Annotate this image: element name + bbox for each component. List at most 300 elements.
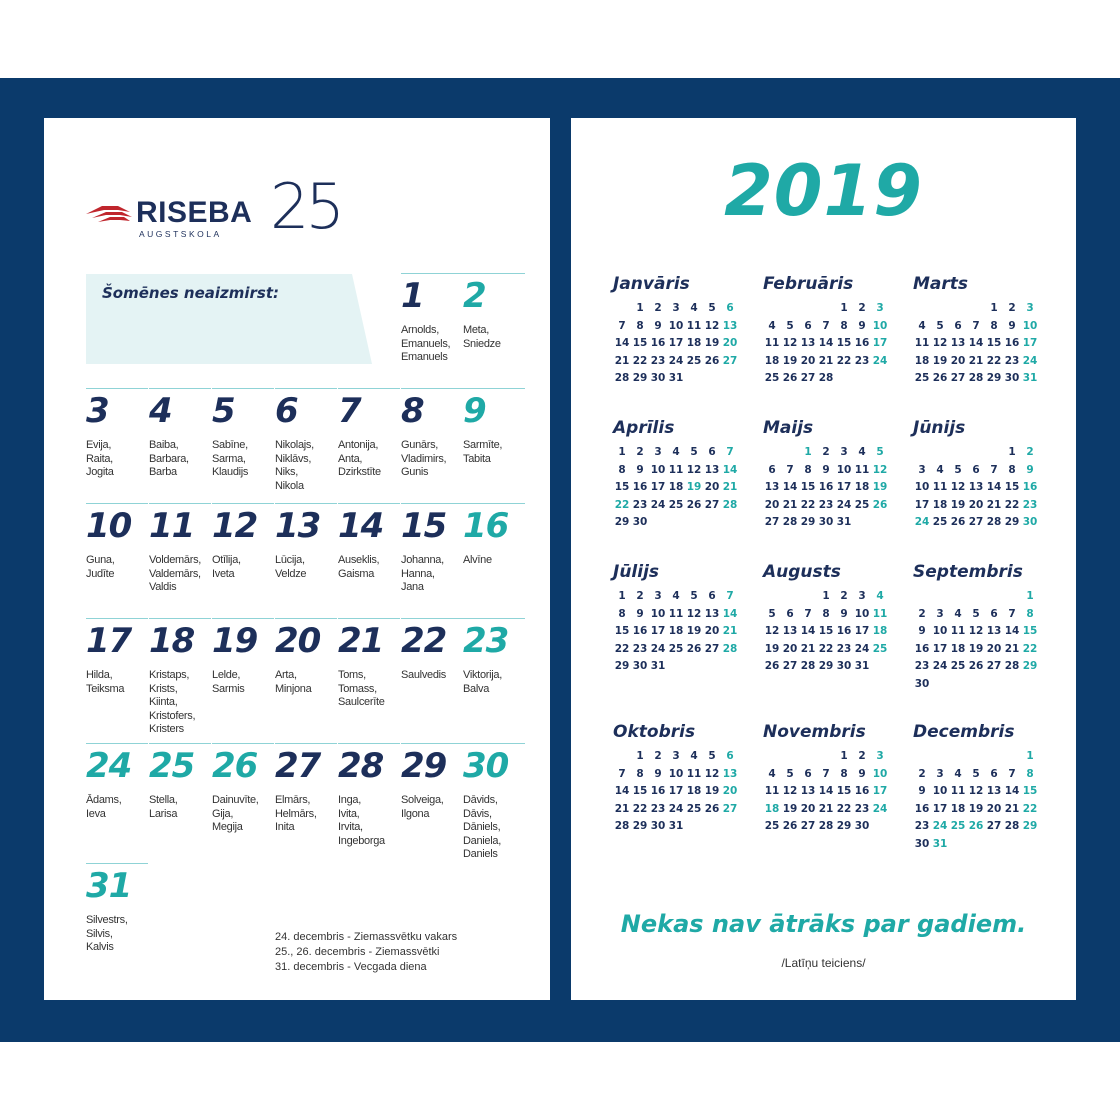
day-number: 1: [401, 276, 424, 316]
calendar-day: 18: [764, 354, 780, 367]
calendar-day: 15: [1022, 785, 1038, 797]
calendar-day: 30: [854, 820, 870, 832]
calendar-day: 18: [854, 481, 870, 493]
calendar-day: 13: [704, 607, 720, 620]
calendar-day: 6: [726, 302, 734, 314]
calendar-day: 13: [764, 481, 780, 493]
calendar-day: 1: [1026, 750, 1034, 762]
month-name: Jūnijs: [913, 418, 966, 438]
empty-cell: [817, 748, 835, 766]
calendar-day: 20: [800, 802, 816, 815]
day-cell: [463, 503, 525, 566]
calendar-day: 6: [804, 319, 812, 332]
calendar-day: 29: [632, 820, 648, 832]
day-cell: [463, 743, 525, 860]
name-days: Inga, Ivita, Irvita, Ingeborga: [338, 794, 385, 847]
calendar-day: 23: [632, 498, 648, 511]
calendar-day: 15: [836, 785, 852, 797]
calendar-day: 16: [836, 625, 852, 637]
calendar-day: 15: [818, 625, 834, 637]
name-days: Guna, Judīte: [86, 554, 115, 580]
calendar-day: 23: [854, 802, 870, 815]
calendar-day: 31: [668, 372, 684, 384]
calendar-day: 4: [954, 767, 962, 780]
empty-cell: [781, 748, 799, 766]
calendar-day: 28: [986, 516, 1002, 528]
calendar-day: 13: [986, 785, 1002, 797]
calendar-day: 20: [704, 481, 720, 493]
day-cell: [338, 618, 400, 708]
calendar-day: 29: [1022, 820, 1038, 832]
empty-cell: [949, 300, 967, 318]
calendar-day: 4: [858, 446, 866, 458]
calendar-day: 14: [722, 607, 738, 620]
calendar-day: 25: [764, 372, 780, 384]
empty-cell: [817, 300, 835, 318]
calendar-day: 31: [668, 820, 684, 832]
day-number: 11: [149, 506, 195, 546]
calendar-day: 29: [986, 372, 1002, 384]
calendar-day: 20: [764, 498, 780, 511]
calendar-day: 28: [1004, 820, 1020, 832]
calendar-day: 22: [614, 498, 630, 511]
day-cell: [275, 618, 337, 695]
calendar-day: 22: [1004, 498, 1020, 511]
calendar-day: 2: [822, 446, 830, 458]
calendar-day: 22: [818, 642, 834, 655]
calendar-day: 18: [686, 785, 702, 797]
calendar-day: 23: [1022, 498, 1038, 511]
day-number: 2: [463, 276, 486, 316]
name-days: Viktorija, Balva: [463, 669, 502, 695]
month-name: Augusts: [763, 562, 841, 582]
name-days: Ādams, Ieva: [86, 794, 122, 820]
day-number: 28: [338, 746, 384, 786]
calendar-day: 3: [654, 590, 662, 602]
calendar-day: 30: [650, 820, 666, 832]
calendar-day: 27: [950, 372, 966, 384]
calendar-day: 12: [872, 463, 888, 476]
name-days: Evija, Raita, Jogita: [86, 439, 114, 478]
day-cell: [463, 388, 525, 465]
holiday-item: 31. decembris - Vecgada diena: [275, 961, 427, 973]
day-number: 14: [338, 506, 384, 546]
name-days: Hilda, Teiksma: [86, 669, 125, 695]
calendar-day: 30: [1004, 372, 1020, 384]
empty-cell: [913, 748, 931, 766]
calendar-day: 23: [650, 802, 666, 815]
calendar-day: 20: [986, 642, 1002, 655]
calendar-day: 25: [668, 642, 684, 655]
calendar-day: 31: [1022, 372, 1038, 384]
month-days-grid: [613, 588, 753, 676]
calendar-day: 4: [954, 607, 962, 620]
calendar-day: 8: [618, 463, 626, 476]
calendar-day: 12: [950, 481, 966, 493]
calendar-day: 20: [782, 642, 798, 655]
day-cell: [149, 388, 211, 478]
calendar-day: 31: [932, 837, 948, 850]
calendar-day: 1: [636, 750, 644, 762]
calendar-day: 13: [950, 337, 966, 349]
calendar-day: 25: [932, 516, 948, 528]
calendar-day: 16: [650, 785, 666, 797]
empty-cell: [799, 748, 817, 766]
calendar-day: 7: [618, 319, 626, 332]
calendar-day: 4: [768, 319, 776, 332]
calendar-day: 6: [954, 319, 962, 332]
calendar-day: 5: [768, 607, 776, 620]
calendar-day: 17: [668, 785, 684, 797]
calendar-day: 25: [950, 660, 966, 672]
calendar-day: 21: [800, 642, 816, 655]
empty-cell: [913, 300, 931, 318]
calendar-day: 13: [722, 767, 738, 780]
calendar-day: 10: [854, 607, 870, 620]
calendar-day: 17: [650, 481, 666, 493]
day-cell: [212, 388, 274, 478]
calendar-day: 19: [782, 354, 798, 367]
brand-subtitle: AUGSTSKOLA: [139, 229, 222, 239]
calendar-day: 7: [822, 767, 830, 780]
month-name: Maijs: [763, 418, 814, 438]
calendar-day: 2: [1026, 446, 1034, 458]
month-days-grid: [763, 300, 903, 388]
empty-cell: [967, 300, 985, 318]
calendar-day: 9: [636, 607, 644, 620]
calendar-day: 25: [950, 820, 966, 832]
empty-cell: [967, 588, 985, 606]
calendar-day: 9: [1008, 319, 1016, 332]
name-days: Elmārs, Helmārs, Inita: [275, 794, 317, 833]
calendar-day: 4: [876, 590, 884, 602]
calendar-day: 28: [800, 660, 816, 672]
quote-source: /Latīņu teiciens/: [781, 956, 866, 970]
day-number: 7: [338, 391, 361, 431]
calendar-day: 19: [782, 802, 798, 815]
calendar-day: 2: [636, 446, 644, 458]
calendar-day: 15: [632, 337, 648, 349]
month-days-grid: [913, 588, 1053, 693]
calendar-day: 30: [914, 837, 930, 850]
name-days: Nikolajs, Niklāvs, Niks, Nikola: [275, 439, 314, 492]
month-days-grid: [913, 444, 1053, 532]
month-name: Novembris: [763, 722, 866, 742]
day-cell: [463, 618, 525, 695]
day-cell: [401, 388, 463, 478]
calendar-day: 5: [954, 463, 962, 476]
calendar-day: 15: [986, 337, 1002, 349]
calendar-day: 1: [804, 446, 812, 458]
name-days: Arnolds, Emanuels, Emanuels: [401, 324, 451, 363]
calendar-day: 21: [818, 354, 834, 367]
calendar-day: 9: [858, 767, 866, 780]
day-number: 26: [212, 746, 258, 786]
calendar-day: 26: [968, 820, 984, 832]
calendar-day: 9: [840, 607, 848, 620]
calendar-day: 15: [614, 481, 630, 493]
name-days: Kristaps, Krists, Kiinta, Kristofers, Kristers: [149, 669, 196, 735]
calendar-day: 23: [854, 354, 870, 367]
calendar-day: 2: [636, 590, 644, 602]
calendar-day: 25: [764, 820, 780, 832]
calendar-day: 18: [914, 354, 930, 367]
calendar-day: 13: [800, 785, 816, 797]
calendar-day: 13: [968, 481, 984, 493]
empty-cell: [799, 588, 817, 606]
empty-cell: [763, 748, 781, 766]
empty-cell: [949, 748, 967, 766]
calendar-day: 4: [690, 750, 698, 762]
calendar-day: 28: [818, 820, 834, 832]
calendar-day: 7: [990, 463, 998, 476]
calendar-day: 11: [668, 607, 684, 620]
calendar-day: 2: [654, 302, 662, 314]
calendar-day: 12: [782, 785, 798, 797]
calendar-day: 7: [726, 446, 734, 458]
day-cell: [401, 503, 463, 593]
day-cell: [86, 618, 148, 695]
calendar-day: 14: [800, 625, 816, 637]
calendar-day: 18: [686, 337, 702, 349]
calendar-day: 5: [786, 319, 794, 332]
calendar-day: 23: [818, 498, 834, 511]
calendar-day: 28: [968, 372, 984, 384]
calendar-day: 5: [936, 319, 944, 332]
name-days: Auseklis, Gaisma: [338, 554, 380, 580]
empty-cell: [985, 748, 1003, 766]
calendar-day: 16: [1022, 481, 1038, 493]
calendar-day: 19: [968, 802, 984, 815]
month-days-grid: [763, 588, 903, 676]
calendar-day: 16: [914, 642, 930, 655]
calendar-day: 6: [804, 767, 812, 780]
calendar-day: 16: [818, 481, 834, 493]
calendar-day: 30: [914, 677, 930, 690]
month-days-grid: [763, 444, 903, 532]
name-days: Alvīne: [463, 554, 492, 566]
month-name: Marts: [913, 274, 969, 294]
empty-cell: [763, 588, 781, 606]
empty-cell: [985, 444, 1003, 462]
calendar-day: 22: [800, 498, 816, 511]
calendar-day: 25: [854, 498, 870, 511]
calendar-day: 18: [872, 625, 888, 637]
month-block: [613, 558, 753, 676]
day-cell: [212, 618, 274, 695]
calendar-day: 19: [968, 642, 984, 655]
calendar-day: 17: [650, 625, 666, 637]
calendar-day: 16: [632, 481, 648, 493]
calendar-day: 15: [836, 337, 852, 349]
calendar-day: 29: [1022, 660, 1038, 672]
calendar-day: 6: [972, 463, 980, 476]
empty-cell: [949, 444, 967, 462]
calendar-day: 24: [932, 820, 948, 832]
calendar-day: 5: [690, 446, 698, 458]
calendar-day: 9: [654, 767, 662, 780]
calendar-day: 24: [668, 802, 684, 815]
calendar-day: 20: [722, 337, 738, 349]
month-days-grid: [613, 300, 753, 388]
calendar-day: 16: [914, 802, 930, 815]
calendar-day: 26: [932, 372, 948, 384]
calendar-day: 19: [764, 642, 780, 655]
empty-cell: [913, 444, 931, 462]
month-block: [613, 414, 753, 532]
calendar-day: 31: [836, 516, 852, 528]
calendar-day: 21: [782, 498, 798, 511]
day-cell: [86, 503, 148, 580]
calendar-day: 10: [650, 607, 666, 620]
empty-cell: [931, 300, 949, 318]
month-block: [913, 718, 1053, 853]
day-cell: [212, 743, 274, 833]
calendar-day: 11: [950, 785, 966, 797]
holiday-item: 24. decembris - Ziemassvētku vakars: [275, 931, 458, 943]
calendar-day: 7: [786, 463, 794, 476]
calendar-day: 29: [614, 660, 630, 672]
calendar-day: 3: [876, 750, 884, 762]
calendar-day: 7: [726, 590, 734, 602]
calendar-day: 14: [722, 463, 738, 476]
calendar-day: 1: [1008, 446, 1016, 458]
day-cell: [275, 503, 337, 580]
calendar-day: 15: [1022, 625, 1038, 637]
calendar-day: 29: [632, 372, 648, 384]
name-days: Dāvids, Dāvis, Dāniels, Daniela, Daniels: [463, 794, 501, 860]
riseba-logo: [84, 170, 341, 258]
calendar-day: 23: [836, 642, 852, 655]
name-days: Toms, Tomass, Saulcerīte: [338, 669, 385, 708]
day-cell: [149, 743, 211, 820]
empty-cell: [931, 444, 949, 462]
name-days: Voldemārs, Valdemārs, Valdis: [149, 554, 202, 593]
calendar-day: 30: [632, 660, 648, 672]
calendar-day: 22: [632, 354, 648, 367]
calendar-day: 3: [672, 302, 680, 314]
name-days: Dainuvīte, Gija, Megija: [212, 794, 259, 833]
calendar-day: 17: [872, 337, 888, 349]
empty-cell: [985, 588, 1003, 606]
calendar-day: 15: [632, 785, 648, 797]
calendar-day: 22: [632, 802, 648, 815]
quote-text: Nekas nav ātrāks par gadiem.: [620, 910, 1027, 938]
month-block: [763, 558, 903, 676]
calendar-day: 28: [818, 372, 834, 384]
calendar-day: 19: [704, 337, 720, 349]
calendar-day: 8: [1026, 607, 1034, 620]
calendar-day: 4: [672, 590, 680, 602]
calendar-day: 5: [786, 767, 794, 780]
calendar-day: 11: [854, 463, 870, 476]
calendar-day: 24: [914, 516, 930, 528]
calendar-day: 21: [968, 354, 984, 367]
calendar-day: 14: [968, 337, 984, 349]
day-cell: [86, 388, 148, 478]
month-block: [913, 270, 1053, 388]
calendar-day: 12: [932, 337, 948, 349]
empty-cell: [613, 748, 631, 766]
calendar-day: 10: [650, 463, 666, 476]
day-number: 24: [86, 746, 132, 786]
brand-name: RISEBA: [136, 196, 253, 229]
notes-label: Šomēnes neaizmirst:: [102, 284, 280, 302]
calendar-day: 3: [654, 446, 662, 458]
day-number: 23: [463, 621, 509, 661]
calendar-day: 23: [914, 820, 930, 832]
calendar-day: 15: [1004, 481, 1020, 493]
calendar-day: 11: [764, 337, 780, 349]
calendar-day: 9: [858, 319, 866, 332]
day-cell: [463, 273, 525, 350]
day-number: 20: [275, 621, 321, 661]
calendar-day: 27: [764, 516, 780, 528]
calendar-day: 7: [972, 319, 980, 332]
calendar-day: 17: [668, 337, 684, 349]
calendar-day: 8: [822, 607, 830, 620]
calendar-day: 24: [854, 642, 870, 655]
empty-cell: [1003, 588, 1021, 606]
day-number: 5: [212, 391, 235, 431]
calendar-day: 30: [1022, 516, 1038, 528]
calendar-day: 4: [936, 463, 944, 476]
calendar-day: 29: [614, 516, 630, 528]
calendar-day: 14: [782, 481, 798, 493]
calendar-day: 8: [804, 463, 812, 476]
month-name: Oktobris: [613, 722, 696, 742]
calendar-day: 1: [636, 302, 644, 314]
month-page: [44, 118, 550, 1000]
day-number: 27: [275, 746, 321, 786]
calendar-day: 19: [704, 785, 720, 797]
month-days-grid: [913, 748, 1053, 853]
calendar-day: 3: [840, 446, 848, 458]
calendar-day: 28: [614, 372, 630, 384]
calendar-day: 3: [936, 767, 944, 780]
notes-box: [86, 274, 372, 364]
calendar-day: 11: [686, 319, 702, 332]
day-number: 18: [149, 621, 195, 661]
calendar-day: 11: [764, 785, 780, 797]
calendar-day: 7: [1008, 607, 1016, 620]
name-days: Johanna, Hanna, Jana: [401, 554, 444, 593]
calendar-day: 17: [872, 785, 888, 797]
calendar-day: 4: [768, 767, 776, 780]
day-cell: [338, 503, 400, 580]
day-number: 19: [212, 621, 258, 661]
calendar-day: 27: [968, 516, 984, 528]
calendar-day: 8: [636, 319, 644, 332]
calendar-day: 17: [854, 625, 870, 637]
calendar-day: 13: [782, 625, 798, 637]
day-cell: [338, 388, 400, 478]
calendar-day: 21: [1004, 802, 1020, 815]
calendar-day: 3: [1026, 302, 1034, 314]
calendar-day: 10: [668, 767, 684, 780]
day-cell: [401, 743, 463, 820]
month-days-grid: [613, 748, 753, 836]
calendar-day: 27: [986, 660, 1002, 672]
calendar-day: 17: [914, 498, 930, 511]
calendar-day: 29: [800, 516, 816, 528]
calendar-day: 28: [1004, 660, 1020, 672]
name-days: Sarmīte, Tabita: [463, 439, 503, 465]
calendar-day: 5: [972, 607, 980, 620]
day-number: 13: [275, 506, 321, 546]
calendar-day: 20: [986, 802, 1002, 815]
calendar-day: 3: [936, 607, 944, 620]
